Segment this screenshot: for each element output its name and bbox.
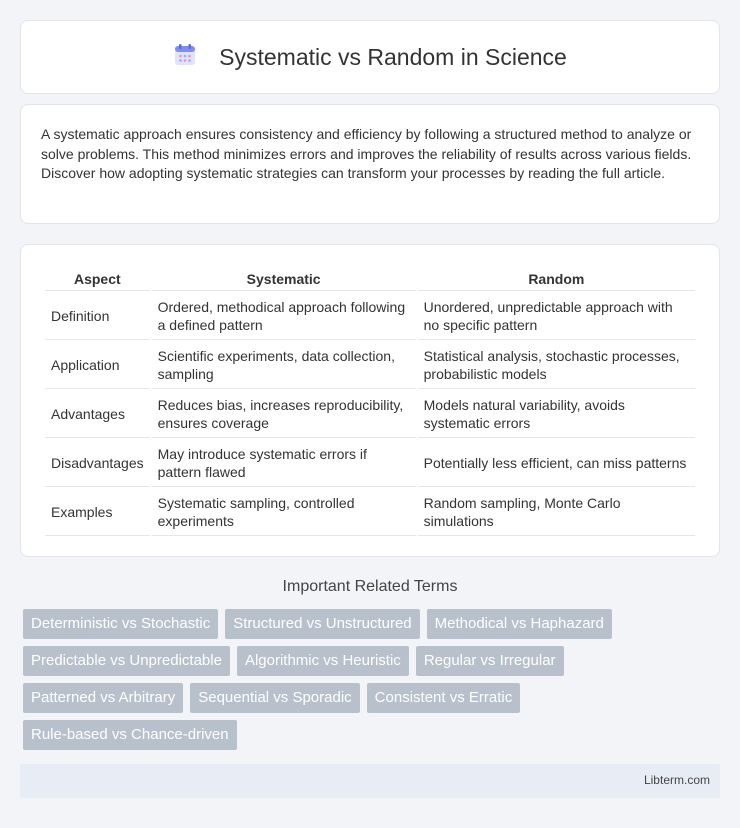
related-term-tag[interactable]: Predictable vs Unpredictable xyxy=(23,646,230,676)
column-header-random: Random xyxy=(418,267,695,291)
header xyxy=(173,43,567,72)
related-terms-list xyxy=(23,609,723,750)
table-row xyxy=(45,489,695,536)
table-cell-systematic: May introduce systematic errors if pattern flawed xyxy=(152,440,416,487)
column-header-systematic: Systematic xyxy=(152,267,416,291)
related-term-tag[interactable]: Regular vs Irregular xyxy=(416,646,564,676)
related-term-tag[interactable]: Consistent vs Erratic xyxy=(367,683,521,713)
comparison-table-card xyxy=(20,244,720,557)
related-term-tag[interactable]: Deterministic vs Stochastic xyxy=(23,609,218,639)
related-term-tag[interactable]: Algorithmic vs Heuristic xyxy=(237,646,409,676)
page-title: Systematic vs Random in Science xyxy=(219,43,567,70)
table-row xyxy=(45,342,695,389)
related-term-tag[interactable]: Structured vs Unstructured xyxy=(225,609,419,639)
table-cell-systematic: Reduces bias, increases reproducibility, ensures coverage xyxy=(152,391,416,438)
header-card xyxy=(20,20,720,94)
footer xyxy=(20,764,720,798)
table-cell-systematic: Systematic sampling, controlled experiments xyxy=(152,489,416,536)
table-header-row xyxy=(45,267,695,291)
related-terms-heading: Important Related Terms xyxy=(282,578,458,595)
table-cell-random: Models natural variability, avoids systematic errors xyxy=(418,391,695,438)
footer-brand-link[interactable]: Libterm.com xyxy=(643,773,710,787)
table-cell-systematic: Ordered, methodical approach following a defined pattern xyxy=(152,293,416,340)
table-cell-random: Statistical analysis, stochastic processes, probabilistic models xyxy=(418,342,695,389)
table-cell-aspect: Examples xyxy=(45,489,150,536)
table-cell-aspect: Application xyxy=(45,342,150,389)
table-cell-aspect: Disadvantages xyxy=(45,440,150,487)
table-cell-random: Random sampling, Monte Carlo simulations xyxy=(418,489,695,536)
column-header-aspect: Aspect xyxy=(45,267,150,291)
table-row xyxy=(45,391,695,438)
table-cell-random: Unordered, unpredictable approach with no specific pattern xyxy=(418,293,695,340)
table-cell-random: Potentially less efficient, can miss patterns xyxy=(418,440,695,487)
related-term-tag[interactable]: Methodical vs Haphazard xyxy=(427,609,612,639)
calendar-icon xyxy=(173,43,197,72)
table-cell-aspect: Definition xyxy=(45,293,150,340)
intro-card xyxy=(20,104,720,224)
related-term-tag[interactable]: Patterned vs Arbitrary xyxy=(23,683,183,713)
table-row xyxy=(45,293,695,340)
table-cell-aspect: Advantages xyxy=(45,391,150,438)
table-cell-systematic: Scientific experiments, data collection, sampling xyxy=(152,342,416,389)
related-term-tag[interactable]: Rule-based vs Chance-driven xyxy=(23,720,237,750)
comparison-table xyxy=(43,265,697,538)
intro-text: A systematic approach ensures consistency and efficiency by following a structured method to analyze or solve problems. This method minimizes errors and improves the reliability of results across various fields. Discover how adopting systematic strategies can transform your processes by reading the full article. xyxy=(41,126,692,181)
table-row xyxy=(45,440,695,487)
related-term-tag[interactable]: Sequential vs Sporadic xyxy=(190,683,359,713)
